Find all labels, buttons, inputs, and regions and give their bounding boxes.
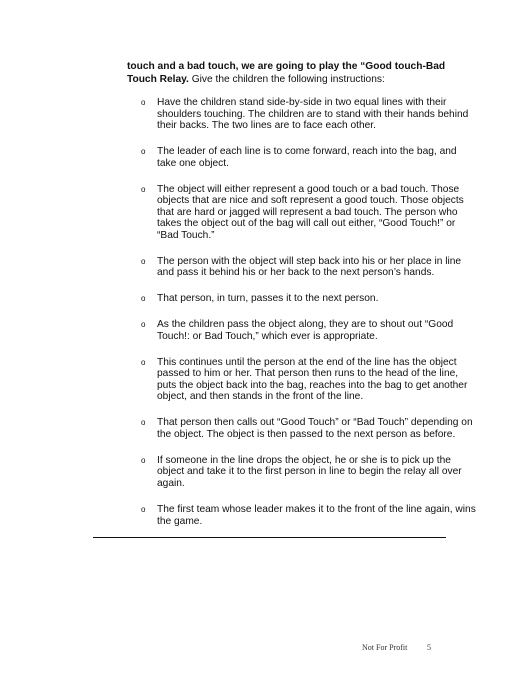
list-item-text: As the children pass the object along, they are to shout out “Good Touch!: or Bad Touch,” which ever is appropriate. [157,319,454,342]
list-item-text: This continues until the person at the end of the line has the object passed to him or her. That person then runs to the head of the line, puts the object back into the bag, reaches into the bag to get another object, and then stands in the front of the line. [157,356,468,403]
page-number: 5 [427,643,431,652]
bullet-icon: o [141,184,146,194]
instruction-list [141,97,477,541]
list-item-text: The leader of each line is to come forward, reach into the bag, and take one object. [157,146,457,169]
list-item-text: That person, in turn, passes it to the next person. [157,293,379,305]
list-item-text: The object will either represent a good touch or a bad touch. Those objects that are nice and soft represent a good touch. Those objects that are hard or jagged will represent a bad touch. The person who takes the object out of the bag will call out either, “Good Touch!” or “Bad Touch.” [157,183,464,241]
bullet-icon: o [141,294,146,304]
list-item [141,256,477,279]
list-item-text: The first team whose leader makes it to the front of the line again, wins the game. [157,503,476,527]
bullet-icon: o [141,357,146,367]
list-item [141,417,477,440]
list-item [141,504,477,527]
intro-paragraph [127,60,467,86]
footer-label: Not For Profit [362,643,408,652]
bullet-icon: o [141,455,146,465]
list-item [141,293,477,305]
list-item [141,184,477,242]
bullet-icon: o [141,147,146,157]
list-item [141,455,477,490]
horizontal-divider [93,537,446,538]
bullet-icon: o [141,256,146,266]
bullet-icon: o [141,320,146,330]
list-item [141,146,477,169]
intro-plain-text: Give the children the following instructions: [188,74,385,85]
list-item [141,319,477,342]
list-item [141,97,477,132]
bullet-icon: o [141,504,146,514]
list-item-text: That person then calls out “Good Touch” or “Bad Touch” depending on the object. The object is then passed to the next person as before. [157,417,473,440]
list-item-text: If someone in the line drops the object, he or she is to pick up the object and take it to the first person in line to begin the relay all over again. [157,454,462,490]
list-item-text: Have the children stand side-by-side in two equal lines with their shoulders touching. The children are to stand with their hands behind their backs. The two lines are to face each other. [157,97,469,132]
list-item-text: The person with the object will step back into his or her place in line and pass it behind his or her back to the next person’s hands. [157,255,462,279]
intro-bold-text: touch and a bad touch, we are going to play the “Good touch-Bad Touch Relay. [127,61,446,85]
list-item [141,357,477,403]
bullet-icon: o [141,98,146,107]
bullet-icon: o [141,418,146,428]
